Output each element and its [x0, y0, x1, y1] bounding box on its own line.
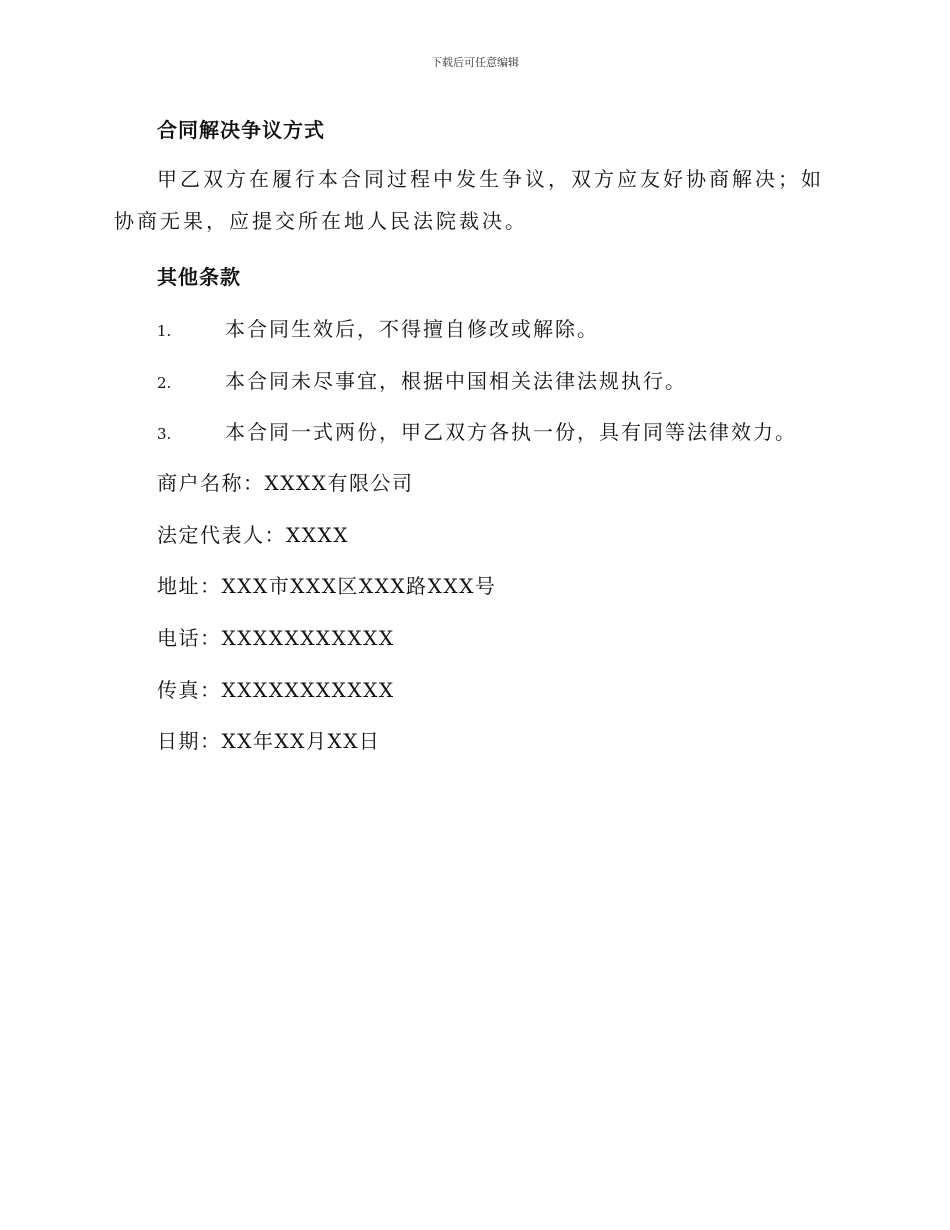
merchant-name-field: 商户名称：XXXX有限公司: [157, 471, 414, 495]
section-heading-other-terms: 其他条款: [157, 265, 241, 289]
clause-number: 3.: [157, 425, 172, 443]
clause-number: 1.: [157, 322, 172, 340]
fax-field: 传真：XXXXXXXXXXX: [157, 678, 395, 702]
dispute-paragraph: 甲乙双方在履行本合同过程中发生争议，双方应友好协商解决；如协商无果，应提交所在地人民法院裁决。: [114, 167, 824, 233]
clause-number: 2.: [157, 374, 172, 392]
date-field: 日期：XX年XX月XX日: [157, 729, 381, 753]
phone-field: 电话：XXXXXXXXXXX: [157, 626, 395, 650]
section-heading-dispute: 合同解决争议方式: [157, 118, 325, 142]
page-header: 下载后可任意编辑: [431, 56, 519, 69]
legal-representative-field: 法定代表人：XXXX: [157, 523, 349, 547]
clause-text: 本合同一式两份，甲乙双方各执一份，具有同等法律效力。: [225, 420, 797, 444]
clause-item: [157, 313, 599, 342]
address-field: 地址：XXX市XXX区XXX路XXX号: [157, 574, 497, 598]
clause-item: [157, 416, 797, 445]
clause-text: 本合同生效后，不得擅自修改或解除。: [225, 317, 599, 341]
clause-item: [157, 365, 687, 394]
clause-text: 本合同未尽事宜，根据中国相关法律法规执行。: [225, 369, 687, 393]
